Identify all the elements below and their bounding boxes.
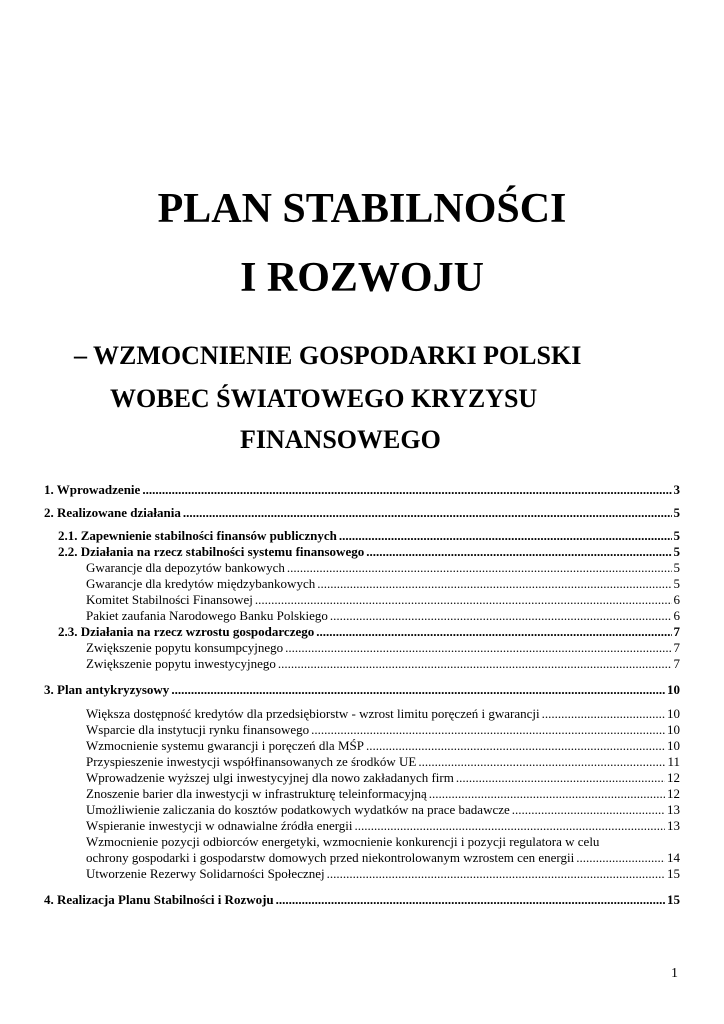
title-line-1: PLAN STABILNOŚCI	[157, 186, 567, 232]
toc-entry-realizowane-dzialania[interactable]: 2. Realizowane działania ..... 5	[44, 505, 680, 521]
toc-entry[interactable]: Zwiększenie popytu konsumpcyjnego ..... 7	[44, 640, 680, 656]
toc-entry-2-2[interactable]: 2.2. Działania na rzecz stabilności systemu finansowego ..... 5	[44, 544, 680, 560]
toc-entry-2-3[interactable]: 2.3. Działania na rzecz wzrostu gospodarczego ..... 7	[44, 624, 680, 640]
toc-entry-wrapped-first-line[interactable]: Wzmocnienie pozycji odbiorców energetyki, wzmocnienie konkurencji i pozycji regulatora w celu	[86, 834, 600, 849]
title-line-2: I ROZWOJU	[240, 255, 484, 301]
toc-entry-plan-antykryzysowy[interactable]: 3. Plan antykryzysowy ..... 10	[44, 682, 680, 698]
toc-entry[interactable]: Gwarancje dla depozytów bankowych ..... 5	[44, 560, 680, 576]
toc-entry[interactable]: ochrony gospodarki i gospodarstw domowych przed niekontrolowanym wzrostem cen energii ..... 14	[44, 850, 680, 866]
toc-entry-wprowadzenie[interactable]: 1. Wprowadzenie ..... 3	[44, 482, 680, 498]
toc-entry[interactable]: Przyspieszenie inwestycji współfinansowanych ze środków UE ..... 11	[44, 754, 680, 770]
page-number: 1	[671, 966, 678, 981]
toc-entry[interactable]: Zwiększenie popytu inwestycyjnego ..... 7	[44, 656, 680, 672]
toc-entry[interactable]: Wprowadzenie wyższej ulgi inwestycyjnej dla nowo zakładanych firm ..... 12	[44, 770, 680, 786]
toc-entry-2-1[interactable]: 2.1. Zapewnienie stabilności finansów publicznych ..... 5	[44, 528, 680, 544]
toc-entry[interactable]: Wspieranie inwestycji w odnawialne źródła energii ..... 13	[44, 818, 680, 834]
toc-entry[interactable]: Znoszenie barier dla inwestycji w infrastrukturę teleinformacyjną ..... 12	[44, 786, 680, 802]
toc-entry[interactable]: Utworzenie Rezerwy Solidarności Społecznej ..... 15	[44, 866, 680, 882]
toc-entry[interactable]: Wsparcie dla instytucji rynku finansowego ..... 10	[44, 722, 680, 738]
table-of-contents	[44, 482, 680, 908]
toc-entry[interactable]: Umożliwienie zaliczania do kosztów podatkowych wydatków na prace badawcze ..... 13	[44, 802, 680, 818]
toc-entry[interactable]: Gwarancje dla kredytów międzybankowych ..... 5	[44, 576, 680, 592]
toc-entry-realizacja-planu[interactable]: 4. Realizacja Planu Stabilności i Rozwoju ..... 15	[44, 892, 680, 908]
subtitle-line-2: WOBEC ŚWIATOWEGO KRYZYSU	[110, 384, 538, 413]
toc-entry[interactable]: Wzmocnienie systemu gwarancji i poręczeń dla MŚP ..... 10	[44, 738, 680, 754]
subtitle-line-3: FINANSOWEGO	[240, 425, 441, 454]
toc-entry[interactable]: Pakiet zaufania Narodowego Banku Polskiego ..... 6	[44, 608, 680, 624]
toc-entry[interactable]: Większa dostępność kredytów dla przedsiębiorstw - wzrost limitu poręczeń i gwarancji ..... 10	[44, 706, 680, 722]
subtitle-line-1: – WZMOCNIENIE GOSPODARKI POLSKI	[74, 341, 582, 370]
toc-entry[interactable]: Komitet Stabilności Finansowej ..... 6	[44, 592, 680, 608]
